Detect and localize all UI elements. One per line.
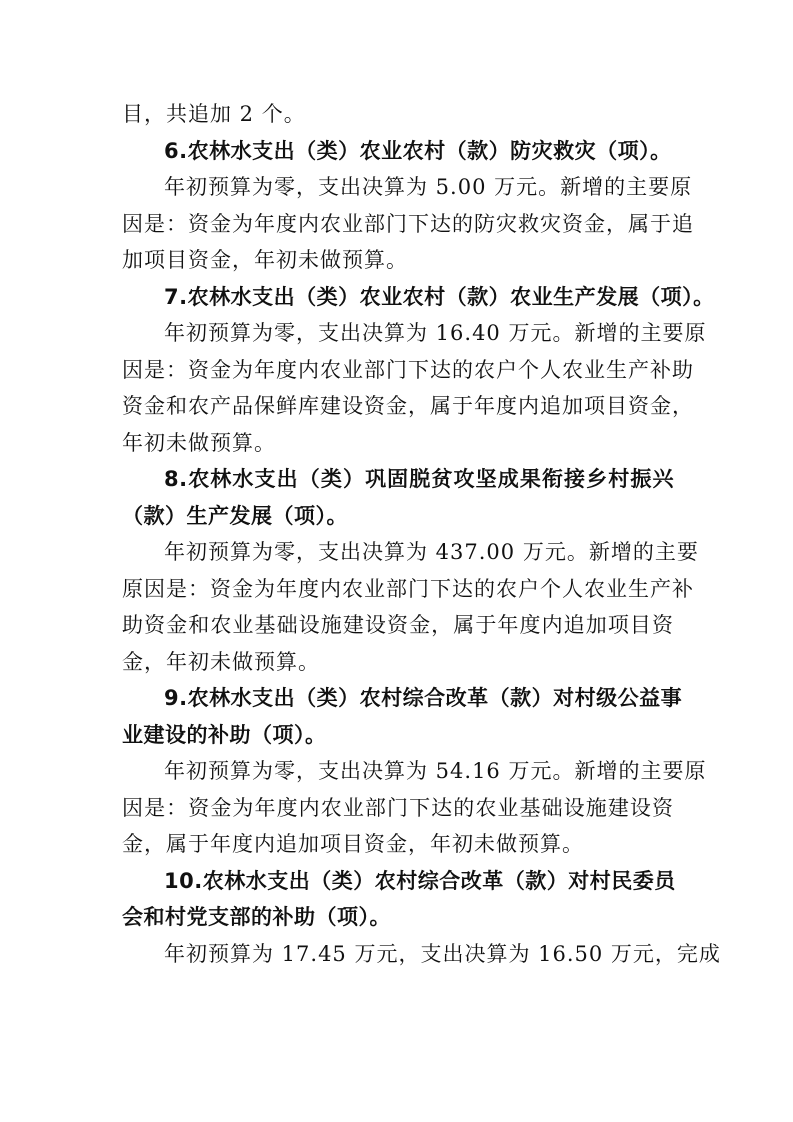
paragraph-line: 目，共追加 2 个。 bbox=[122, 102, 306, 126]
paragraph-line: 助资金和农业基础设施建设资金，属于年度内追加项目资 bbox=[122, 613, 674, 637]
paragraph-line: 加项目资金，年初未做预算。 bbox=[122, 248, 408, 272]
section-heading: 会和村党支部的补助（项）。 bbox=[122, 905, 391, 929]
paragraph-line: 因是：资金为年度内农业部门下达的防灾救灾资金，属于追 bbox=[122, 211, 694, 236]
paragraph-line: 年初预算为 17.45 万元，支出决算为 16.50 万元，完成 bbox=[164, 941, 721, 966]
paragraph-line: 金，年初未做预算。 bbox=[122, 649, 320, 674]
paragraph-line: 资金和农产品保鲜库建设资金，属于年度内追加项目资金， bbox=[122, 394, 694, 418]
paragraph-line: 因是：资金为年度内农业部门下达的农业基础设施建设资 bbox=[122, 795, 674, 820]
section-heading: 9.农林水支出（类）农村综合改革（款）对村级公益事 bbox=[164, 686, 683, 710]
paragraph-line: 原因是：资金为年度内农业部门下达的农户个人农业生产补 bbox=[122, 576, 694, 601]
section-heading: 7.农林水支出（类）农业农村（款）农业生产发展（项）。 bbox=[164, 284, 715, 309]
section-heading: 10.农林水支出（类）农村综合改革（款）对村民委员 bbox=[164, 868, 676, 893]
paragraph-line: 年初预算为零，支出决算为 54.16 万元。新增的主要原 bbox=[164, 759, 707, 783]
paragraph-line: 年初未做预算。 bbox=[122, 430, 276, 455]
paragraph-line: 因是：资金为年度内农业部门下达的农户个人农业生产补助 bbox=[122, 357, 694, 382]
paragraph-line: 金，属于年度内追加项目资金，年初未做预算。 bbox=[122, 832, 584, 856]
paragraph-line: 年初预算为零，支出决算为 437.00 万元。新增的主要 bbox=[164, 540, 699, 564]
section-heading: （款）生产发展（项）。 bbox=[122, 503, 348, 528]
section-heading: 8.农林水支出（类）巩固脱贫攻坚成果衔接乡村振兴 bbox=[164, 467, 674, 491]
section-heading: 业建设的补助（项）。 bbox=[122, 722, 327, 747]
document-page bbox=[122, 96, 721, 972]
paragraph-line: 年初预算为零，支出决算为 5.00 万元。新增的主要原 bbox=[164, 175, 693, 199]
paragraph-line: 年初预算为零，支出决算为 16.40 万元。新增的主要原 bbox=[164, 321, 707, 345]
section-heading: 6.农林水支出（类）农业农村（款）防灾救灾（项）。 bbox=[164, 138, 672, 163]
